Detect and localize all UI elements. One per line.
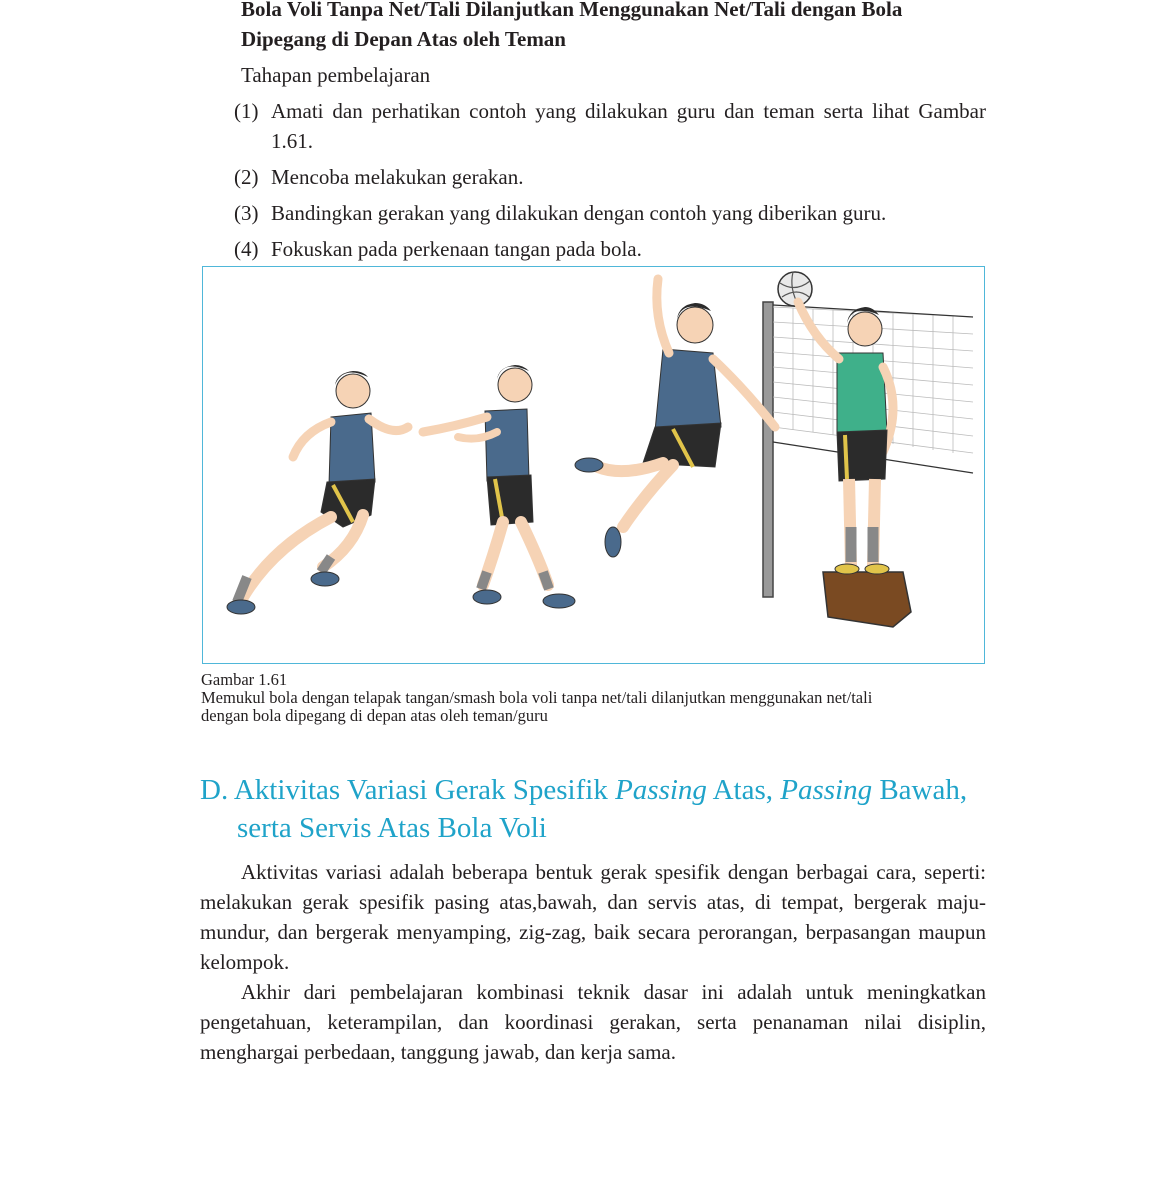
steps-list [234, 96, 986, 270]
figure-label: Gambar 1.61 [201, 670, 288, 689]
list-item [234, 162, 986, 192]
body-text [200, 857, 986, 1067]
figure-caption-line-1: Memukul bola dengan telapak tangan/smash bola voli tanpa net/tali dilanjutkan menggunakan net/tali [201, 688, 873, 707]
step-text: Amati dan perhatikan contoh yang dilakukan guru dan teman serta lihat Gambar 1.61. [271, 99, 986, 153]
list-item [234, 96, 986, 156]
step-number: (1) [234, 99, 259, 123]
step-number: (3) [234, 201, 259, 225]
net-pole [763, 302, 773, 597]
figure-caption [201, 671, 987, 725]
section-title-suffix: Bawah, [872, 774, 968, 806]
heading-line-2: Dipegang di Depan Atas oleh Teman [241, 27, 566, 51]
list-item [234, 234, 986, 264]
paragraph: Akhir dari pembelajaran kombinasi teknik dasar ini adalah untuk meningkatkan pengetahuan, keterampilan, dan koordinasi gerakan, serta penanaman nilai disiplin, menghargai perbedaan, tanggung jawab, dan kerja sama. [200, 980, 986, 1064]
section-title-line-2: serta Servis Atas Bola Voli [237, 812, 547, 844]
section-title-italic-1: Passing [615, 774, 707, 806]
step-text: Fokuskan pada perkenaan tangan pada bola. [271, 237, 642, 261]
section-title-mid: Atas, [706, 774, 781, 806]
step-text: Mencoba melakukan gerakan. [271, 165, 524, 189]
section-heading [241, 0, 986, 54]
figure-illustration [202, 266, 985, 664]
heading-line-1: Bola Voli Tanpa Net/Tali Dilanjutkan Menggunakan Net/Tali dengan Bola [241, 0, 903, 21]
subheading: Tahapan pembelajaran [241, 63, 431, 87]
section-title-italic-2: Passing [780, 774, 873, 806]
list-item [234, 198, 986, 228]
player-holding-ball [798, 302, 911, 627]
step-number: (4) [234, 237, 259, 261]
volleyball-smash-illustration [203, 267, 983, 662]
step-text: Bandingkan gerakan yang dilakukan dengan contoh yang diberikan guru. [271, 201, 887, 225]
box [823, 572, 911, 627]
step-number: (2) [234, 165, 259, 189]
section-title [200, 771, 986, 847]
player-jumping [575, 279, 775, 557]
section-title-prefix: D. Aktivitas Variasi Gerak Spesifik [200, 774, 616, 806]
figure-caption-line-2: dengan bola dipegang di depan atas oleh teman/guru [201, 706, 548, 725]
player-running [227, 371, 408, 614]
paragraph: Aktivitas variasi adalah beberapa bentuk gerak spesifik dengan berbagai cara, seperti: melakukan gerak spesifik pasing atas,bawah, dan servis atas, di tempat, bergerak maju-mundur, dan bergerak menyamping, zig-zag, baik secara perorangan, berpasangan maupun kelompok. [200, 860, 986, 974]
player-stepping [423, 365, 575, 608]
